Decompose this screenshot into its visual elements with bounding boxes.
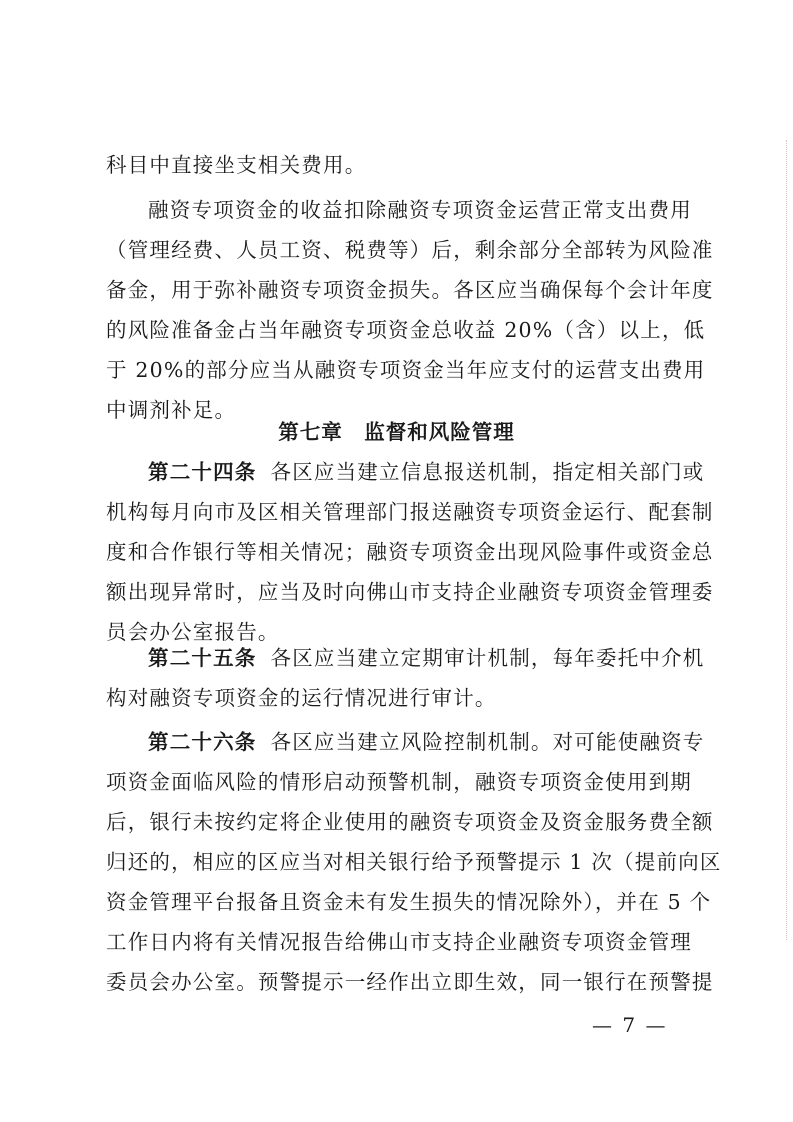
body-line: 融资专项资金的收益扣除融资专项资金运营正常支出费用 bbox=[148, 198, 692, 222]
body-line: 科目中直接坐支相关费用。 bbox=[106, 153, 367, 177]
body-line: 中调剂补足。 bbox=[106, 398, 237, 422]
body-line: 度和合作银行等相关情况；融资专项资金出现风险事件或资金总 bbox=[106, 540, 714, 564]
body-line: 委员会办公室。预警提示一经作出立即生效，同一银行在预警提 bbox=[106, 970, 714, 994]
article-25-first-line bbox=[148, 642, 705, 674]
body-line: 工作日内将有关情况报告给佛山市支持企业融资专项资金管理 bbox=[106, 930, 692, 954]
body-line: 额出现异常时，应当及时向佛山市支持企业融资专项资金管理委 bbox=[106, 580, 714, 604]
body-line: （管理经费、人员工资、税费等）后，剩余部分全部转为风险准 bbox=[106, 238, 714, 262]
page-number: — 7 — bbox=[592, 1013, 668, 1037]
article-26-text: 各区应当建立风险控制机制。对可能使融资专 bbox=[270, 730, 705, 754]
article-26-title: 第二十六条 bbox=[148, 730, 257, 754]
body-line: 后，银行未按约定将企业使用的融资专项资金及资金服务费全额 bbox=[106, 810, 714, 834]
body-line: 项资金面临风险的情形启动预警机制，融资专项资金使用到期 bbox=[106, 770, 692, 794]
article-26-first-line bbox=[148, 726, 705, 758]
article-25-text: 各区应当建立定期审计机制，每年委托中介机 bbox=[270, 646, 705, 670]
body-line: 员会办公室报告。 bbox=[106, 620, 280, 644]
article-24-text: 各区应当建立信息报送机制，指定相关部门或 bbox=[270, 460, 705, 484]
body-line: 的风险准备金占当年融资专项资金总收益 20%（含）以上，低 bbox=[106, 318, 706, 342]
body-line: 机构每月向市及区相关管理部门报送融资专项资金运行、配套制 bbox=[106, 500, 714, 524]
body-line: 于 20%的部分应当从融资专项资金当年应支付的运营支出费用 bbox=[106, 358, 706, 382]
article-25-title: 第二十五条 bbox=[148, 646, 257, 670]
body-line: 资金管理平台报备且资金未有发生损失的情况除外），并在 5 个 bbox=[106, 890, 712, 914]
article-24-first-line bbox=[148, 456, 705, 488]
body-line: 备金，用于弥补融资专项资金损失。各区应当确保每个会计年度 bbox=[106, 278, 714, 302]
scan-edge-mark bbox=[784, 140, 787, 940]
body-line: 归还的，相应的区应当对相关银行给予预警提示 1 次（提前向区 bbox=[106, 850, 722, 874]
body-line: 构对融资专项资金的运行情况进行审计。 bbox=[106, 686, 497, 710]
article-24-title: 第二十四条 bbox=[148, 460, 257, 484]
chapter-heading: 第七章 监督和风险管理 bbox=[278, 420, 515, 444]
